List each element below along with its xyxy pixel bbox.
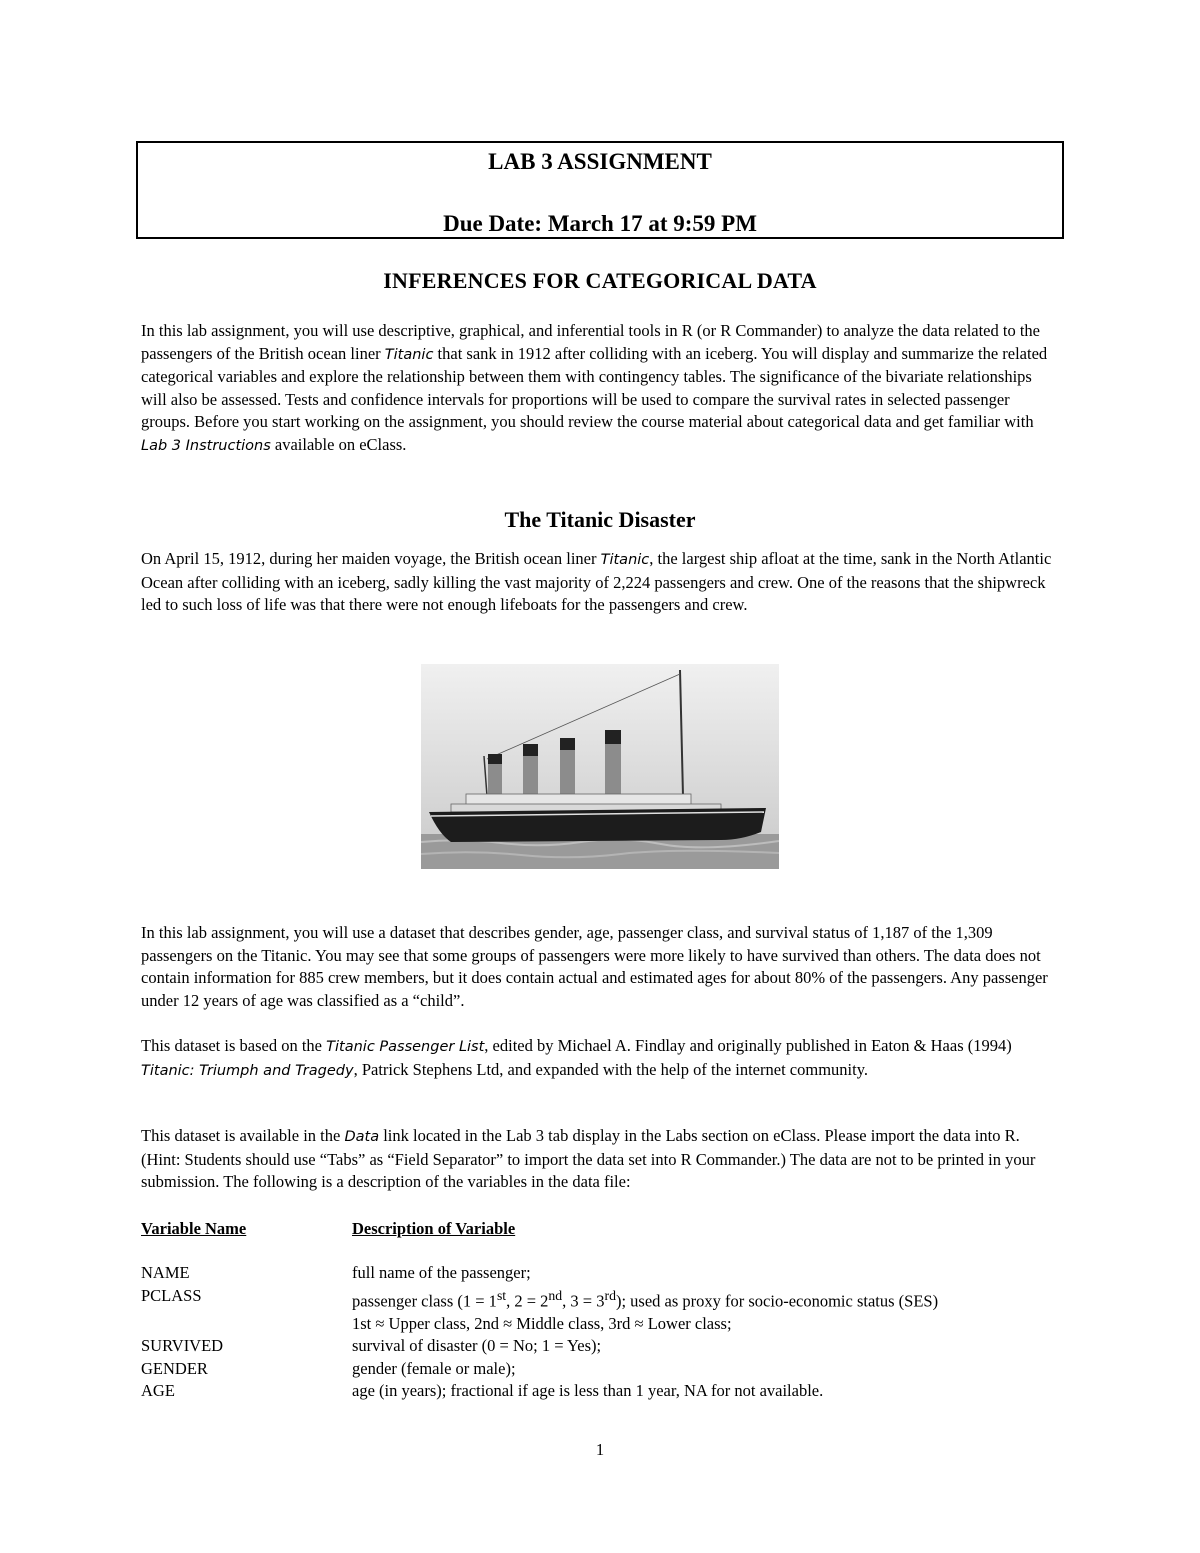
title-box: [136, 141, 1064, 239]
availability-paragraph: This dataset is available in the Data link located in the Lab 3 tab display in the Labs section on eClass. Please import the data into R. (Hint: Students should use “Tabs” as “Field Separator” to import the data set into R Commander.) The data are not to be printed in your submission. The following is a description of the variables in the data file:: [141, 1126, 1036, 1192]
assignment-title: LAB 3 ASSIGNMENT: [488, 149, 712, 174]
variable-description: passenger class (1 = 1st, 2 = 2nd, 3 = 3rd); used as proxy for socio-economic status (SES) 1st ≈ Upper class, 2nd ≈ Middle class, 3rd ≈ Lower class;: [352, 1287, 939, 1333]
section-heading: The Titanic Disaster: [504, 507, 696, 532]
page-number: 1: [595, 1440, 605, 1459]
variable-table-header: [141, 1218, 1071, 1262]
source-paragraph: This dataset is based on the Titanic Passenger List, edited by Michael A. Findlay and originally published in Eaton & Haas (1994) Titanic: Triumph and Tragedy, Patrick Stephens Ltd, and expanded with the help of the internet community.: [141, 1036, 1012, 1079]
variable-name: NAME: [141, 1263, 190, 1282]
intro-paragraph: In this lab assignment, you will use descriptive, graphical, and inferential tools in R (or R Commander) to analyze the data related to the passengers of the British ocean liner Titanic that sank in 1912 after colliding with an iceberg. You will display and summarize the related categorical variables and explore the relationship between them with contingency tables. The significance of the bivariate relationships will also be assessed. Tests and confidence intervals for proportions will be used to compare the survival rates in selected passenger groups. Before you start working on the assignment, you should review the course material about categorical data and get familiar with Lab 3 Instructions available on eClass.: [141, 321, 1048, 454]
dataset-paragraph: In this lab assignment, you will use a dataset that describes gender, age, passenger class, and survival status of 1,187 of the 1,309 passengers on the Titanic. You may see that some groups of passengers were more likely to have survived than others. The data does not contain information for 885 crew members, but it does contain actual and estimated ages for about 80% of the passengers. Any passenger under 12 years of age was classified as a “child”.: [141, 923, 1048, 1010]
table-row: [141, 1285, 1071, 1336]
variable-desc-header: Description of Variable: [352, 1219, 516, 1238]
variable-name: SURVIVED: [141, 1336, 224, 1356]
variable-description: age (in years); fractional if age is less than 1 year, NA for not available.: [352, 1381, 824, 1401]
table-row: [141, 1335, 1071, 1358]
main-heading: INFERENCES FOR CATEGORICAL DATA: [383, 268, 817, 293]
table-row: [141, 1262, 1071, 1285]
titanic-photo: [421, 664, 779, 869]
variable-name: GENDER: [141, 1358, 208, 1378]
variable-table: [141, 1218, 1071, 1403]
variable-name: PCLASS: [141, 1285, 202, 1305]
variable-description: gender (female or male);: [352, 1358, 516, 1378]
variable-name-header: Variable Name: [141, 1219, 247, 1238]
disaster-paragraph: On April 15, 1912, during her maiden voyage, the British ocean liner Titanic, the largest ship afloat at the time, sank in the North Atlantic Ocean after colliding with an iceberg, sadly killing the vast majority of 2,224 passengers and crew. One of the reasons that the shipwreck led to such loss of life was that there were not enough lifeboats for the passengers and crew.: [141, 549, 1052, 615]
variable-name: AGE: [141, 1381, 175, 1401]
variable-description: survival of disaster (0 = No; 1 = Yes);: [352, 1336, 602, 1356]
table-row: [141, 1380, 1071, 1403]
table-row: [141, 1358, 1071, 1381]
variable-description: full name of the passenger;: [352, 1263, 531, 1282]
due-date: Due Date: March 17 at 9:59 PM: [443, 211, 757, 236]
